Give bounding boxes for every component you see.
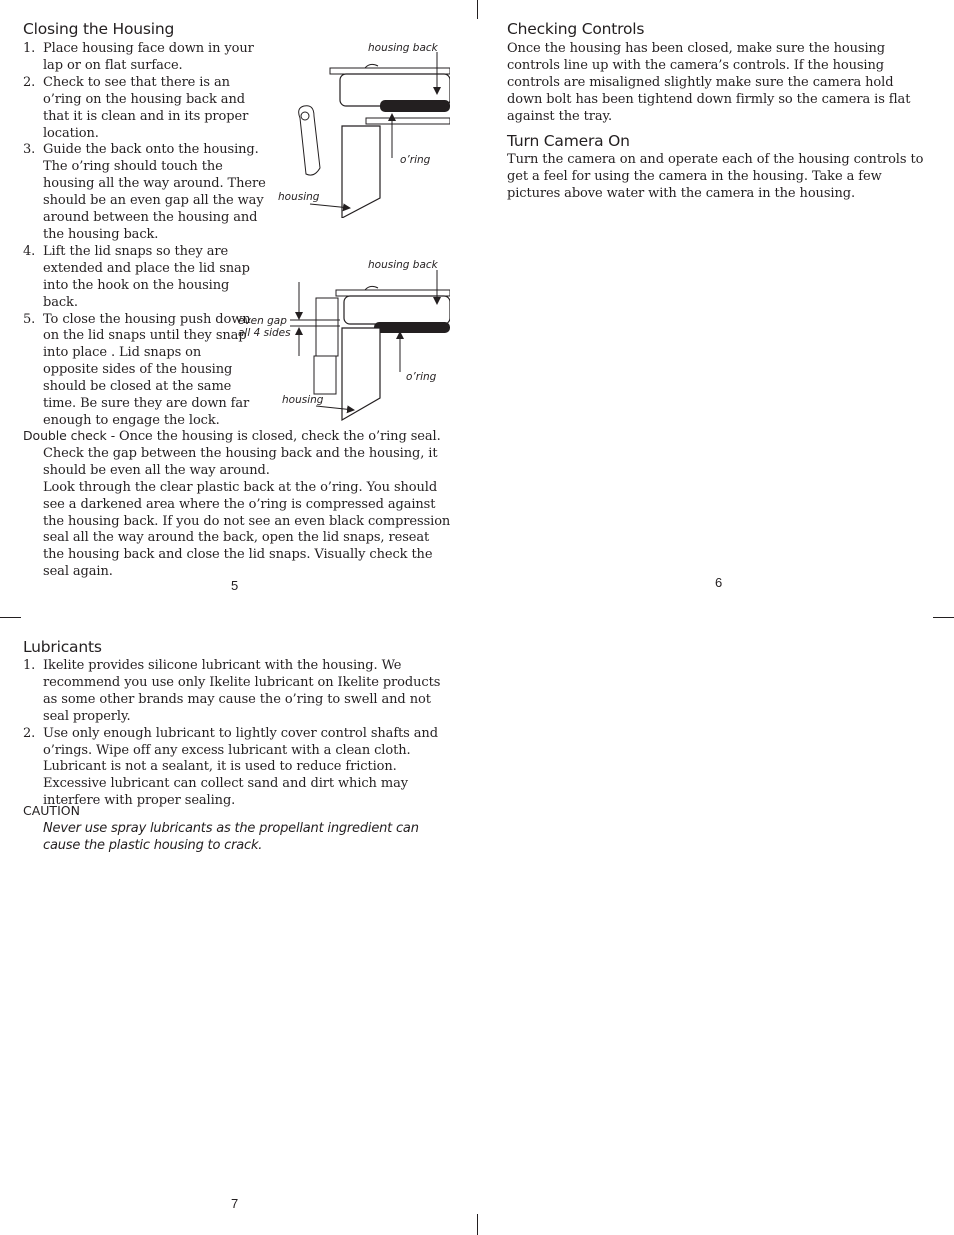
step-text: Guide the back onto the housing. The o’ring should touch the housing all the way around. There should be an even gap all the way around between the housing and the housing back.: [43, 142, 266, 242]
crop-mark-right: [933, 617, 954, 618]
lubricants-list: [23, 658, 451, 810]
step-text: Ikelite provides silicone lubricant with the housing. We recommend you use only Ikelite lubricant on Ikelite products as some other brands may cause the o’ring to swell and not seal properly.: [43, 658, 441, 724]
page-number: 6: [715, 575, 723, 590]
label-even-gap: even gap: [238, 315, 287, 327]
lubricants-title: Lubricants: [23, 638, 102, 656]
label-housing-back-2: housing back: [368, 259, 438, 271]
step-text: Use only enough lubricant to lightly cover control shafts and o’rings. Wipe off any excess lubricant with a clean cloth. Lubricant is not a sealant, it is used to reduce friction. Excessive lubricant can collect sand and dirt which may interfere with proper sealing.: [43, 725, 438, 809]
list-item: [23, 75, 270, 143]
page-number: 5: [231, 578, 239, 593]
closing-housing-title: Closing the Housing: [23, 20, 175, 38]
label-housing-back-1: housing back: [368, 42, 438, 54]
step-number: 1.: [23, 658, 36, 673]
step-text: To close the housing push down on the lid snaps until they snap into place . Lid snaps on opposite sides of the housing should be closed at the same time. Be sure they are down far enough to engage the lock.: [43, 311, 251, 428]
list-item: [23, 658, 451, 726]
step-number: 2.: [23, 74, 36, 90]
step-number: 2.: [23, 725, 36, 741]
list-item: [23, 142, 277, 243]
step-text: Lift the lid snaps so they are extended and place the lid snap into the hook on the housing back.: [43, 243, 250, 310]
list-item: [23, 244, 263, 312]
label-all-sides: all 4 sides: [238, 327, 291, 339]
step-number: 1.: [23, 41, 36, 56]
label-oring-1: o’ring: [400, 154, 431, 166]
crop-mark-bottom: [477, 1214, 478, 1235]
label-housing-1: housing: [278, 191, 320, 203]
page-number: 7: [231, 1196, 239, 1211]
closing-steps-list: [23, 41, 277, 430]
crop-mark-left: [0, 617, 21, 618]
list-item: [23, 41, 276, 75]
step-number: 3.: [23, 142, 36, 158]
step-number: 4.: [23, 243, 36, 259]
step-number: 5.: [23, 311, 36, 327]
turn-camera-on-title: Turn Camera On: [507, 132, 630, 150]
double-check-paragraph: Look through the clear plastic back at the o’ring. You should see a darkened area where the o’ring is compressed against the housing back. If you do not see an even black compression seal all the way around the back, open the lid snaps, reseat the housing back and close the lid snaps. Visually check the seal again.: [43, 479, 451, 580]
turn-camera-on-text: Turn the camera on and operate each of the housing controls to get a feel for using the camera in the housing. Take a few pictures above water with the camera in the housing.: [507, 152, 924, 201]
list-item: [23, 726, 451, 811]
double-check-intro: - Once the housing is closed, check the o’ring seal.: [106, 429, 441, 444]
double-check-label: Double check: [23, 428, 107, 443]
step-text: Place housing face down in your lap or on flat surface.: [43, 41, 254, 73]
label-housing-2: housing: [282, 394, 324, 406]
checking-controls-text: Once the housing has been closed, make sure the housing controls line up with the camera’s controls. If the housing controls are misaligned slightly make sure the camera hold down bolt has been tightend down firmly so the camera is flat against the tray.: [507, 41, 911, 124]
caution-text: Never use spray lubricants as the propellant ingredient can cause the plastic housing to crack.: [43, 821, 419, 853]
label-oring-2: o’ring: [406, 371, 437, 383]
checking-controls-title: Checking Controls: [507, 20, 645, 38]
caution-label: CAUTION: [23, 803, 80, 818]
list-item: [23, 312, 257, 430]
double-check-block: [23, 428, 451, 581]
double-check-paragraph: Check the gap between the housing back and the housing, it should be even all the way around.: [43, 445, 438, 478]
step-text: Check to see that there is an o’ring on the housing back and that it is clean and in its proper location.: [43, 74, 249, 141]
crop-mark-top: [477, 0, 478, 19]
